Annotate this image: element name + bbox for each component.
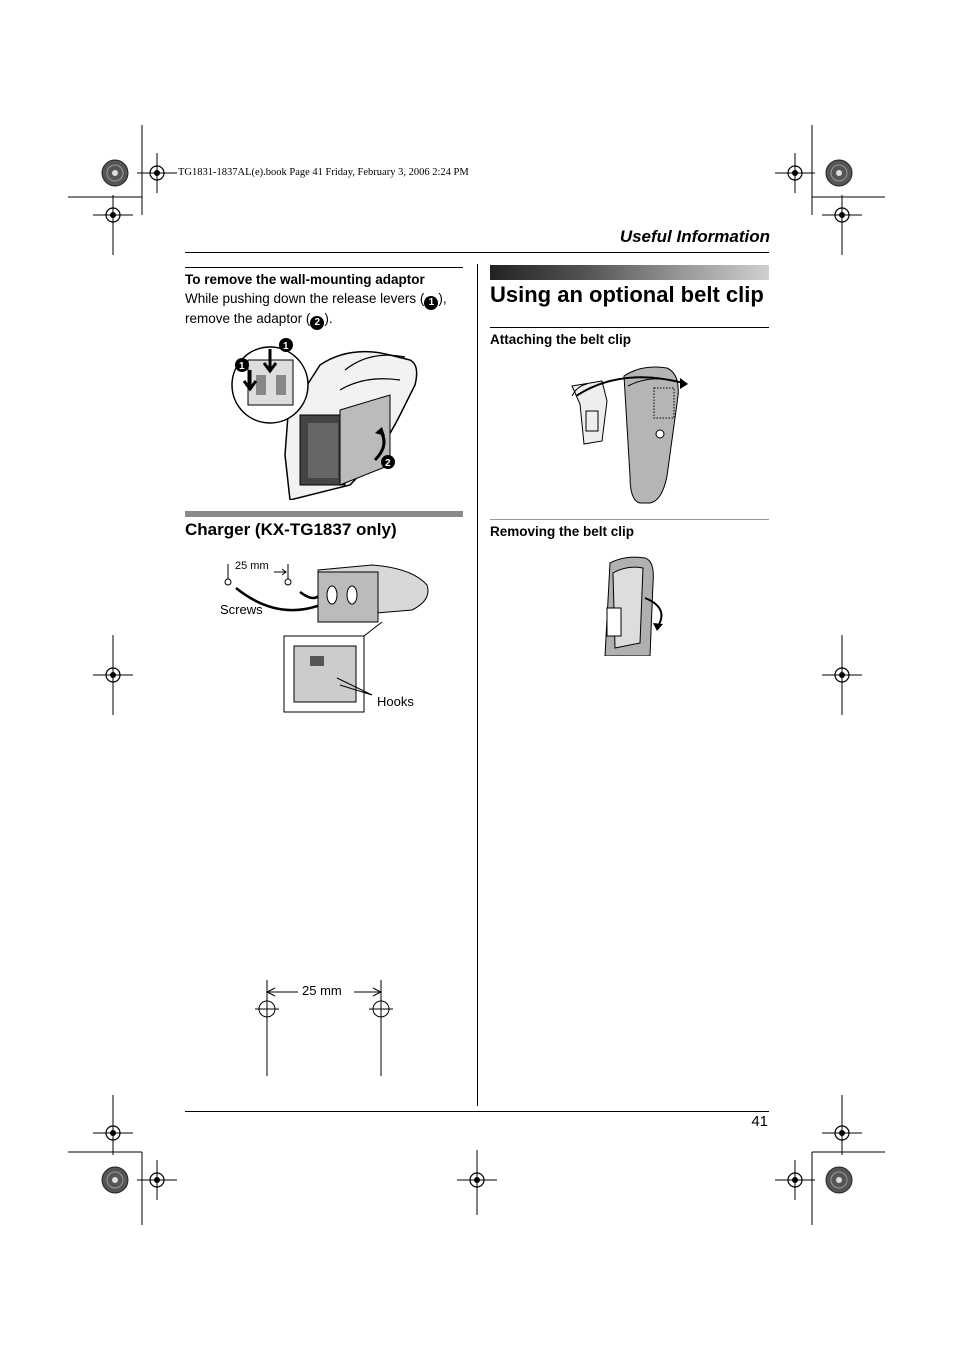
attaching-rule	[490, 327, 769, 328]
attaching-heading: Attaching the belt clip	[490, 332, 632, 347]
charger-dimension-label: 25 mm	[235, 560, 269, 572]
svg-text:1: 1	[239, 361, 245, 372]
footer-rule	[185, 1111, 769, 1112]
section-header: Useful Information	[619, 227, 770, 246]
instruction-line1-end: ),	[438, 291, 447, 306]
page-number: 41	[751, 1113, 768, 1130]
instruction-line2-end: ).	[324, 311, 333, 326]
wall-adaptor-illustration	[230, 335, 425, 500]
charger-heading: Charger (KX-TG1837 only)	[185, 520, 397, 539]
removing-rule	[490, 519, 769, 520]
svg-text:2: 2	[385, 458, 391, 469]
header-rule	[185, 252, 769, 253]
wall-adaptor-instructions	[185, 290, 475, 330]
instruction-line1-start: While pushing down the release levers (	[185, 291, 425, 306]
belt-clip-title: Using an optional belt clip	[490, 282, 764, 307]
attach-belt-clip-illustration	[562, 356, 694, 506]
removing-heading: Removing the belt clip	[490, 524, 635, 539]
instruction-line2-start: remove the adaptor (	[185, 311, 311, 326]
hooks-label: Hooks	[377, 694, 414, 709]
wall-adaptor-rule	[185, 267, 463, 268]
column-divider	[477, 264, 478, 1106]
screws-label: Screws	[220, 602, 263, 617]
belt-clip-section-bar	[490, 265, 769, 280]
charger-illustration	[222, 560, 440, 715]
step-2-badge: 2	[310, 316, 324, 330]
svg-text:1: 1	[283, 341, 289, 352]
remove-belt-clip-illustration	[595, 553, 675, 656]
print-header: TG1831-1837AL(e).book Page 41 Friday, February 3, 2006 2:24 PM	[178, 167, 469, 178]
template-dimension-label: 25 mm	[302, 983, 342, 998]
step-1-badge: 1	[424, 296, 438, 310]
charger-section-bar	[185, 511, 463, 517]
wall-adaptor-heading: To remove the wall-mounting adaptor	[185, 272, 425, 287]
